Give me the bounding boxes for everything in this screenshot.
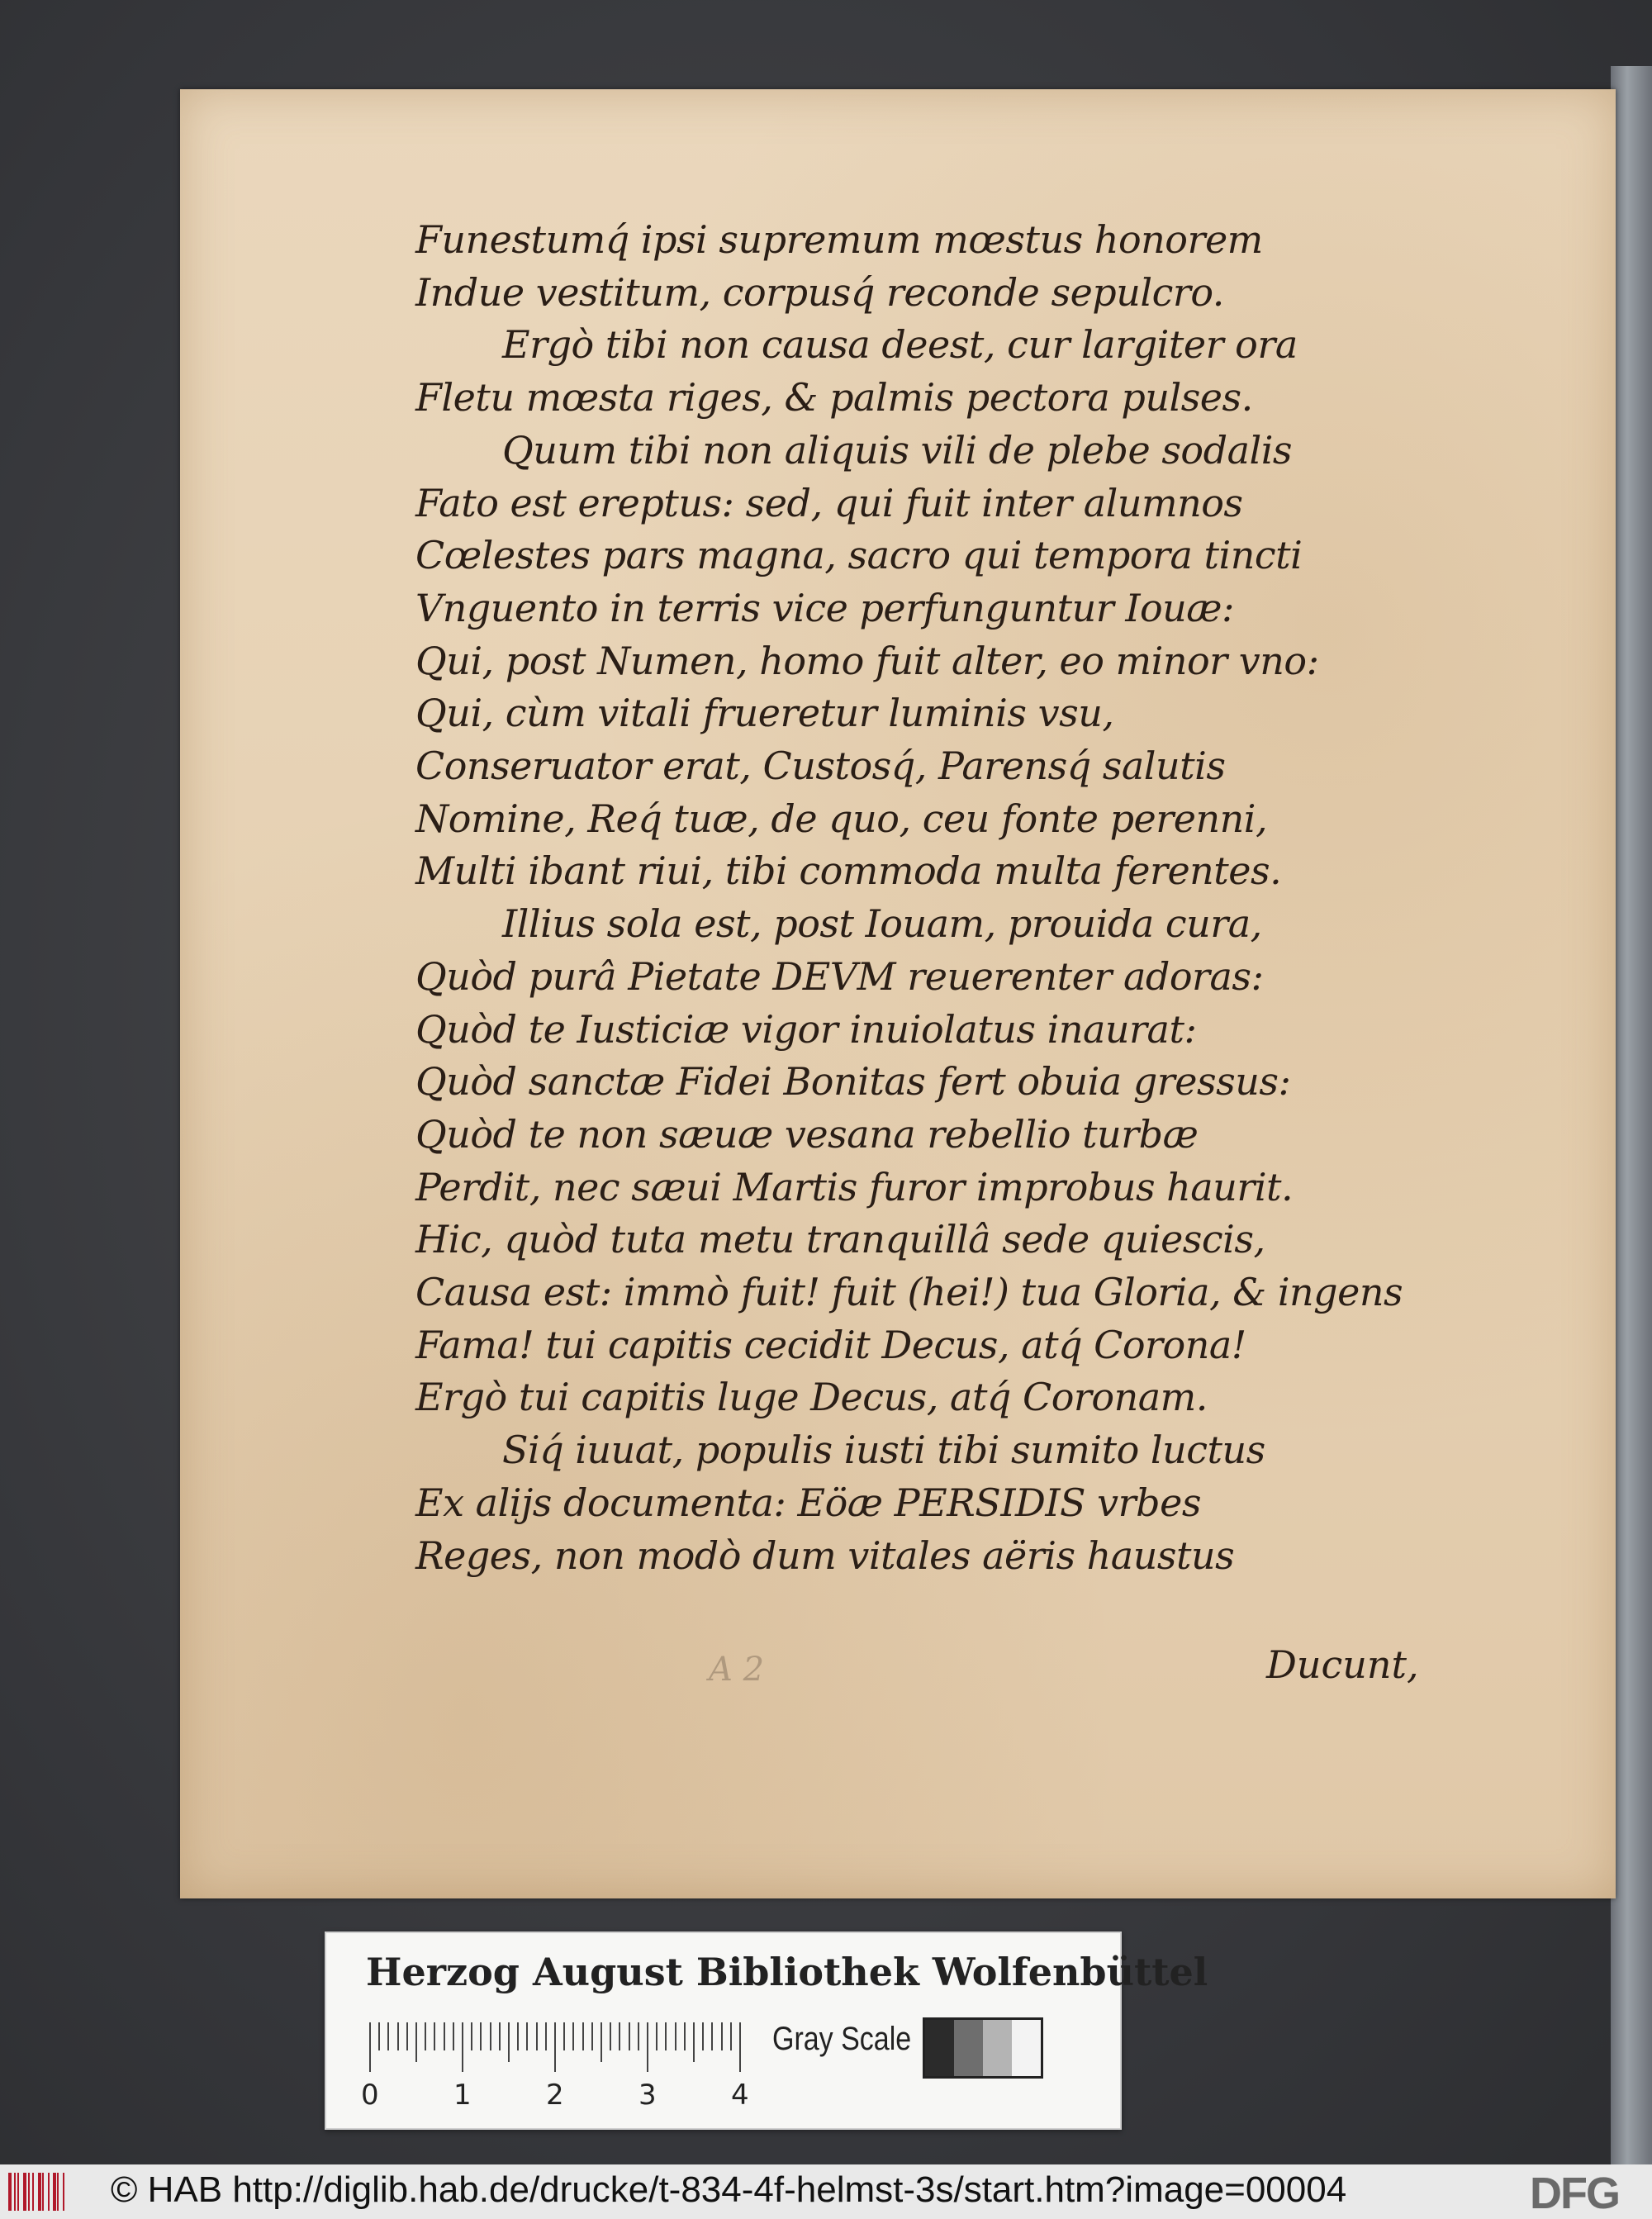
- footer-bar: [0, 2164, 1652, 2219]
- ruler-tick: [444, 2022, 445, 2050]
- barcode-icon: [8, 2173, 68, 2211]
- ruler-tick: [508, 2022, 510, 2062]
- book-binding-edge: [1611, 66, 1652, 2164]
- ruler-tick: [693, 2022, 695, 2062]
- ruler-tick: [582, 2022, 584, 2050]
- verse-line: Causa est: immò fuit! fuit (hei!) tua Gloria, & ingens: [415, 1270, 1403, 1314]
- verse-line: Quòd sanctæ Fidei Bonitas fert obuia gressus:: [415, 1059, 1291, 1104]
- ruler-number: 1: [453, 2079, 472, 2112]
- verse-line: Ex alijs documenta: Eöæ PERSIDIS vrbes: [415, 1480, 1201, 1525]
- barcode-bar: [57, 2173, 59, 2211]
- ruler-tick: [490, 2022, 491, 2050]
- book-page: [180, 89, 1616, 1898]
- grayscale-swatch: [1012, 2020, 1041, 2076]
- ruler-tick: [591, 2022, 593, 2050]
- verse-line: Hic, quòd tuta metu tranquillâ sede quiescis,: [415, 1217, 1265, 1262]
- ruler-tick: [647, 2022, 648, 2072]
- verse-line: Ergò tui capitis luge Decus, atq́ Coronam.: [415, 1375, 1208, 1419]
- ruler-tick: [721, 2022, 723, 2050]
- barcode-bar: [42, 2173, 44, 2211]
- grayscale-label: Gray Scale: [772, 2021, 912, 2057]
- ruler-tick: [702, 2022, 704, 2050]
- barcode-bar: [23, 2173, 26, 2211]
- ruler-tick: [656, 2022, 657, 2050]
- ruler-tick: [601, 2022, 602, 2062]
- ruler-number: 0: [361, 2079, 379, 2112]
- verse-line: Fato est ereptus: sed, qui fuit inter alumnos: [415, 481, 1243, 525]
- ruler-tick: [480, 2022, 482, 2050]
- ruler-tick: [397, 2022, 399, 2050]
- verse-line: Fama! tui capitis cecidit Decus, atq́ Corona!: [415, 1323, 1246, 1367]
- ruler-tick: [610, 2022, 611, 2050]
- ruler-tick: [453, 2022, 454, 2050]
- barcode-bar: [17, 2173, 19, 2211]
- ruler-tick: [684, 2022, 686, 2050]
- ruler-tick: [619, 2022, 620, 2050]
- verse-line: Reges, non modò dum vitales aëris haustus: [415, 1533, 1235, 1578]
- ruler-tick: [536, 2022, 538, 2050]
- ruler-tick: [629, 2022, 630, 2050]
- ruler-tick: [471, 2022, 472, 2050]
- verse-line: Vnguento in terris vice perfunguntur Iouæ:: [415, 586, 1235, 630]
- verse-line: Siq́ iuuat, populis iusti tibi sumito luctus: [502, 1428, 1265, 1472]
- ruler-tick: [739, 2022, 741, 2072]
- ruler-tick: [462, 2022, 463, 2072]
- verse-line: Funestumq́ ipsi supremum mœstus honorem: [415, 217, 1263, 262]
- verse-line: Quòd purâ Pietate DEVM reuerenter adoras:: [415, 954, 1264, 999]
- barcode-bar: [14, 2173, 16, 2211]
- verse-line: Quòd te Iusticiæ vigor inuiolatus inaurat:: [415, 1007, 1197, 1052]
- ruler-tick: [526, 2022, 528, 2050]
- ruler-tick: [434, 2022, 435, 2050]
- ruler-tick: [730, 2022, 732, 2050]
- library-color-card: [325, 1932, 1208, 2130]
- barcode-bar: [53, 2173, 56, 2211]
- verse-line: Qui, cùm vitali frueretur luminis vsu,: [415, 691, 1114, 735]
- ruler-tick: [415, 2022, 417, 2062]
- ruler-tick: [369, 2022, 371, 2072]
- ruler-tick: [554, 2022, 556, 2072]
- footer-source-url[interactable]: © HAB http://diglib.hab.de/drucke/t-834-4f-helmst-3s/start.htm?image=00004: [111, 2169, 1347, 2210]
- ruler-tick: [406, 2022, 408, 2050]
- ruler-tick: [675, 2022, 676, 2050]
- barcode-bar: [8, 2173, 12, 2211]
- dfg-logo: DFG: [1530, 2169, 1619, 2218]
- catchword: Ducunt,: [1266, 1642, 1419, 1687]
- ruler-tick: [499, 2022, 501, 2050]
- verse-line: Multi ibant riui, tibi commoda multa ferentes.: [415, 848, 1282, 893]
- verse-line: Conseruator erat, Custosq́, Parensq́ salutis: [415, 744, 1226, 788]
- page-showthrough: [1386, 436, 1584, 1097]
- ruler-scale: [369, 2022, 757, 2072]
- ruler-number: 4: [731, 2079, 749, 2112]
- ruler-tick: [425, 2022, 426, 2050]
- ruler-number: 3: [638, 2079, 657, 2112]
- grayscale-swatch: [983, 2020, 1012, 2076]
- verse-line: Qui, post Numen, homo fuit alter, eo minor vno:: [415, 639, 1319, 683]
- barcode-bar: [28, 2173, 30, 2211]
- verse-line: Nomine, Req́ tuæ, de quo, ceu fonte perenni,: [415, 796, 1268, 841]
- ruler-tick: [665, 2022, 667, 2050]
- ruler-tick: [378, 2022, 380, 2050]
- verse-line: Ergò tibi non causa deest, cur largiter ora: [502, 322, 1298, 367]
- verse-line: Illius sola est, post Iouam, prouida cura,: [502, 901, 1262, 946]
- ruler-tick: [711, 2022, 713, 2050]
- printer-signature: A 2: [709, 1651, 765, 1689]
- barcode-bar: [38, 2173, 41, 2211]
- grayscale-swatch: [925, 2020, 954, 2076]
- ruler-tick: [563, 2022, 565, 2050]
- ruler-tick: [572, 2022, 574, 2050]
- library-name: Herzog August Bibliothek Wolfenbüttel: [366, 1950, 1208, 1994]
- grayscale-swatches: [923, 2017, 1043, 2079]
- verse-line: Fletu mœsta riges, & palmis pectora pulses.: [415, 375, 1253, 420]
- barcode-bar: [63, 2173, 64, 2211]
- verse-line: Quum tibi non aliquis vili de plebe sodalis: [502, 428, 1293, 473]
- verse-line: Cœlestes pars magna, sacro qui tempora tincti: [415, 533, 1303, 577]
- ruler-tick: [517, 2022, 519, 2050]
- grayscale-swatch: [954, 2020, 983, 2076]
- ruler-tick: [638, 2022, 639, 2050]
- ruler-number: 2: [546, 2079, 564, 2112]
- ruler-tick: [545, 2022, 547, 2050]
- verse-line: Indue vestitum, corpusq́ reconde sepulcro.: [415, 270, 1224, 315]
- verse-line: Perdit, nec sæui Martis furor improbus haurit.: [415, 1165, 1294, 1209]
- barcode-bar: [32, 2173, 34, 2211]
- ruler-tick: [387, 2022, 389, 2050]
- barcode-bar: [48, 2173, 50, 2211]
- verse-line: Quòd te non sæuæ vesana rebellio turbæ: [415, 1112, 1199, 1157]
